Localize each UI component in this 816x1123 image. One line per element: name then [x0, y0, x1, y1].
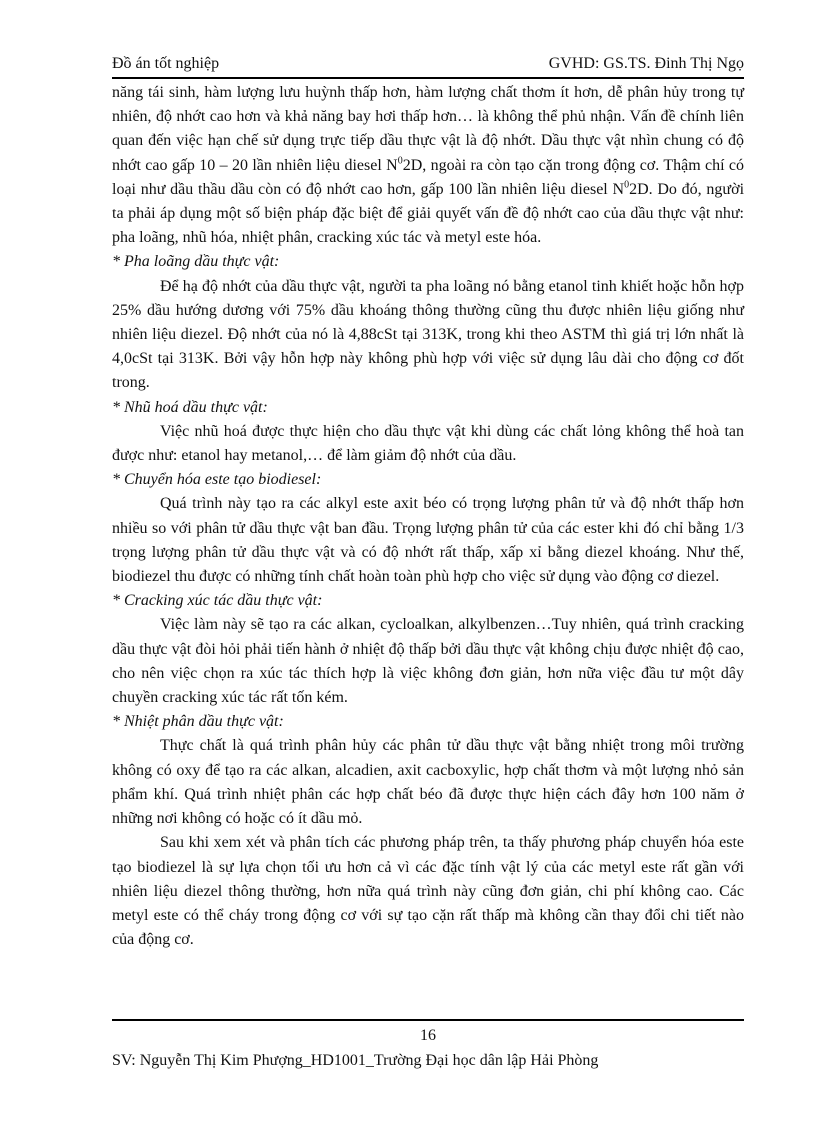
paragraph-conclusion: Sau khi xem xét và phân tích các phương pháp trên, ta thấy phương pháp chuyển hóa este tạo biodiezel là sự lựa chọn tối ưu hơn cả vì các đặc tính vật lý của các metyl este rất gần với nhiên liệu diezel thông thường, hơn nữa quá trình này cũng đơn giản, chi phí không cao. Các metyl este có thể cháy trong động cơ với sự tạo cặn rất thấp mà không cần thay đổi chi tiết nào của động cơ. [112, 834, 744, 949]
footer-divider [112, 1019, 744, 1021]
paragraph-emulsification: Việc nhũ hoá được thực hiện cho dầu thực vật khi dùng các chất lỏng không thể hoà tan được như: etanol hay metanol,… để làm giảm độ nhớt của dầu. [112, 422, 744, 465]
heading-transesterification: * Chuyển hóa este tạo biodiesel: [112, 471, 322, 489]
header-document-type: Đồ án tốt nghiệp [112, 55, 220, 72]
heading-pyrolysis: * Nhiệt phân dầu thực vật: [112, 713, 284, 731]
page-number: 16 [420, 1027, 436, 1044]
heading-catalytic-cracking: * Cracking xúc tác dầu thực vật: [112, 592, 323, 610]
page-body [112, 81, 744, 952]
header-supervisor: GVHD: GS.TS. Đinh Thị Ngọ [548, 55, 744, 72]
superscript-zero-1: 0 [397, 155, 403, 167]
superscript-zero-2: 0 [624, 179, 630, 191]
paragraph-dilution: Để hạ độ nhớt của dầu thực vật, người ta pha loãng nó bằng etanol tinh khiết hoặc hỗn hợp 25% dầu hướng dương với 75% dầu khoáng thông thường cũng thu được nhiên liệu giống như nhiên liệu diezel. Độ nhớt của nó là 4,88cSt tại 313K, trong khi theo ASTM thì giá trị lớn nhất là 4,0cSt tại 313K. Bởi vậy hỗn hợp này không phù hợp với việc sử dụng lâu dài cho động cơ đốt trong. [112, 277, 744, 392]
footer-student-info: SV: Nguyễn Thị Kim Phượng_HD1001_Trường Đại học dân lập Hải Phòng [112, 1052, 599, 1069]
paragraph-intro-part-b: 2D, ngoài ra còn tạo cặn trong động cơ. Thậm chí có loại như dầu thầu dầu còn có độ nhớt cao hơn, gấp 100 lần nhiên liệu diesel N [112, 156, 745, 198]
paragraph-transesterification: Quá trình này tạo ra các alkyl este axit béo có trọng lượng phân tử và độ nhớt thấp hơn nhiều so với phân tử dầu thực vật ban đầu. Trọng lượng phân tử của các ester khi đó chỉ bằng 1/3 trọng lượng phân tử dầu thực vật và có độ nhớt rất thấp, xấp xỉ bằng diezel khoáng. Như thế, biodiezel thu được có những tính chất hoàn toàn phù hợp cho việc sử dụng vào động cơ diezel. [112, 495, 744, 586]
heading-dilution: * Pha loãng dầu thực vật: [112, 253, 280, 271]
header-divider [112, 77, 744, 79]
paragraph-intro-part-c: 2D. Do đó, người ta phải áp dụng một số biện pháp đặc biệt để giải quyết vấn đề độ nhớt cao của dầu thực vật như: pha loãng, nhũ hóa, nhiệt phân, cracking xúc tác và metyl este hóa. [112, 180, 745, 247]
paragraph-intro [112, 81, 744, 250]
heading-emulsification: * Nhũ hoá dầu thực vật: [112, 398, 268, 416]
paragraph-pyrolysis: Thực chất là quá trình phân hủy các phân tử dầu thực vật bằng nhiệt trong môi trường không có oxy để tạo ra các alkan, alcadien, axit cacboxylic, hợp chất thơm và một lượng nhỏ sản phẩm khí. Quá trình nhiệt phân các hợp chất béo đã được thực hiện cách đây hơn 100 năm ở những nơi không có hoặc có ít dầu mỏ. [112, 737, 744, 828]
page-header [112, 53, 744, 75]
paragraph-catalytic-cracking: Việc làm này sẽ tạo ra các alkan, cycloalkan, alkylbenzen…Tuy nhiên, quá trình cracking dầu thực vật đòi hỏi phải tiến hành ở nhiệt độ thấp bởi dầu thực vật không chịu được nhiệt độ cao, cho nên việc chọn ra xúc tác thích hợp là việc không đơn giản, hơn nữa việc đầu tư một dây chuyền cracking xúc tác rất tốn kém. [112, 616, 744, 707]
paragraph-intro-part-a: năng tái sinh, hàm lượng lưu huỳnh thấp hơn, hàm lượng chất thơm ít hơn, dễ phân hủy trong tự nhiên, độ nhớt cao hơn và khả năng bay hơi thấp hơn… là không thể phủ nhận. Vấn đề chính liên quan đến việc hạn chế sử dụng trực tiếp dầu thực vật là độ nhớt. Dầu thực vật nhìn chung có độ nhớt cao gấp 10 – 20 lần nhiên liệu diesel N [112, 84, 744, 174]
